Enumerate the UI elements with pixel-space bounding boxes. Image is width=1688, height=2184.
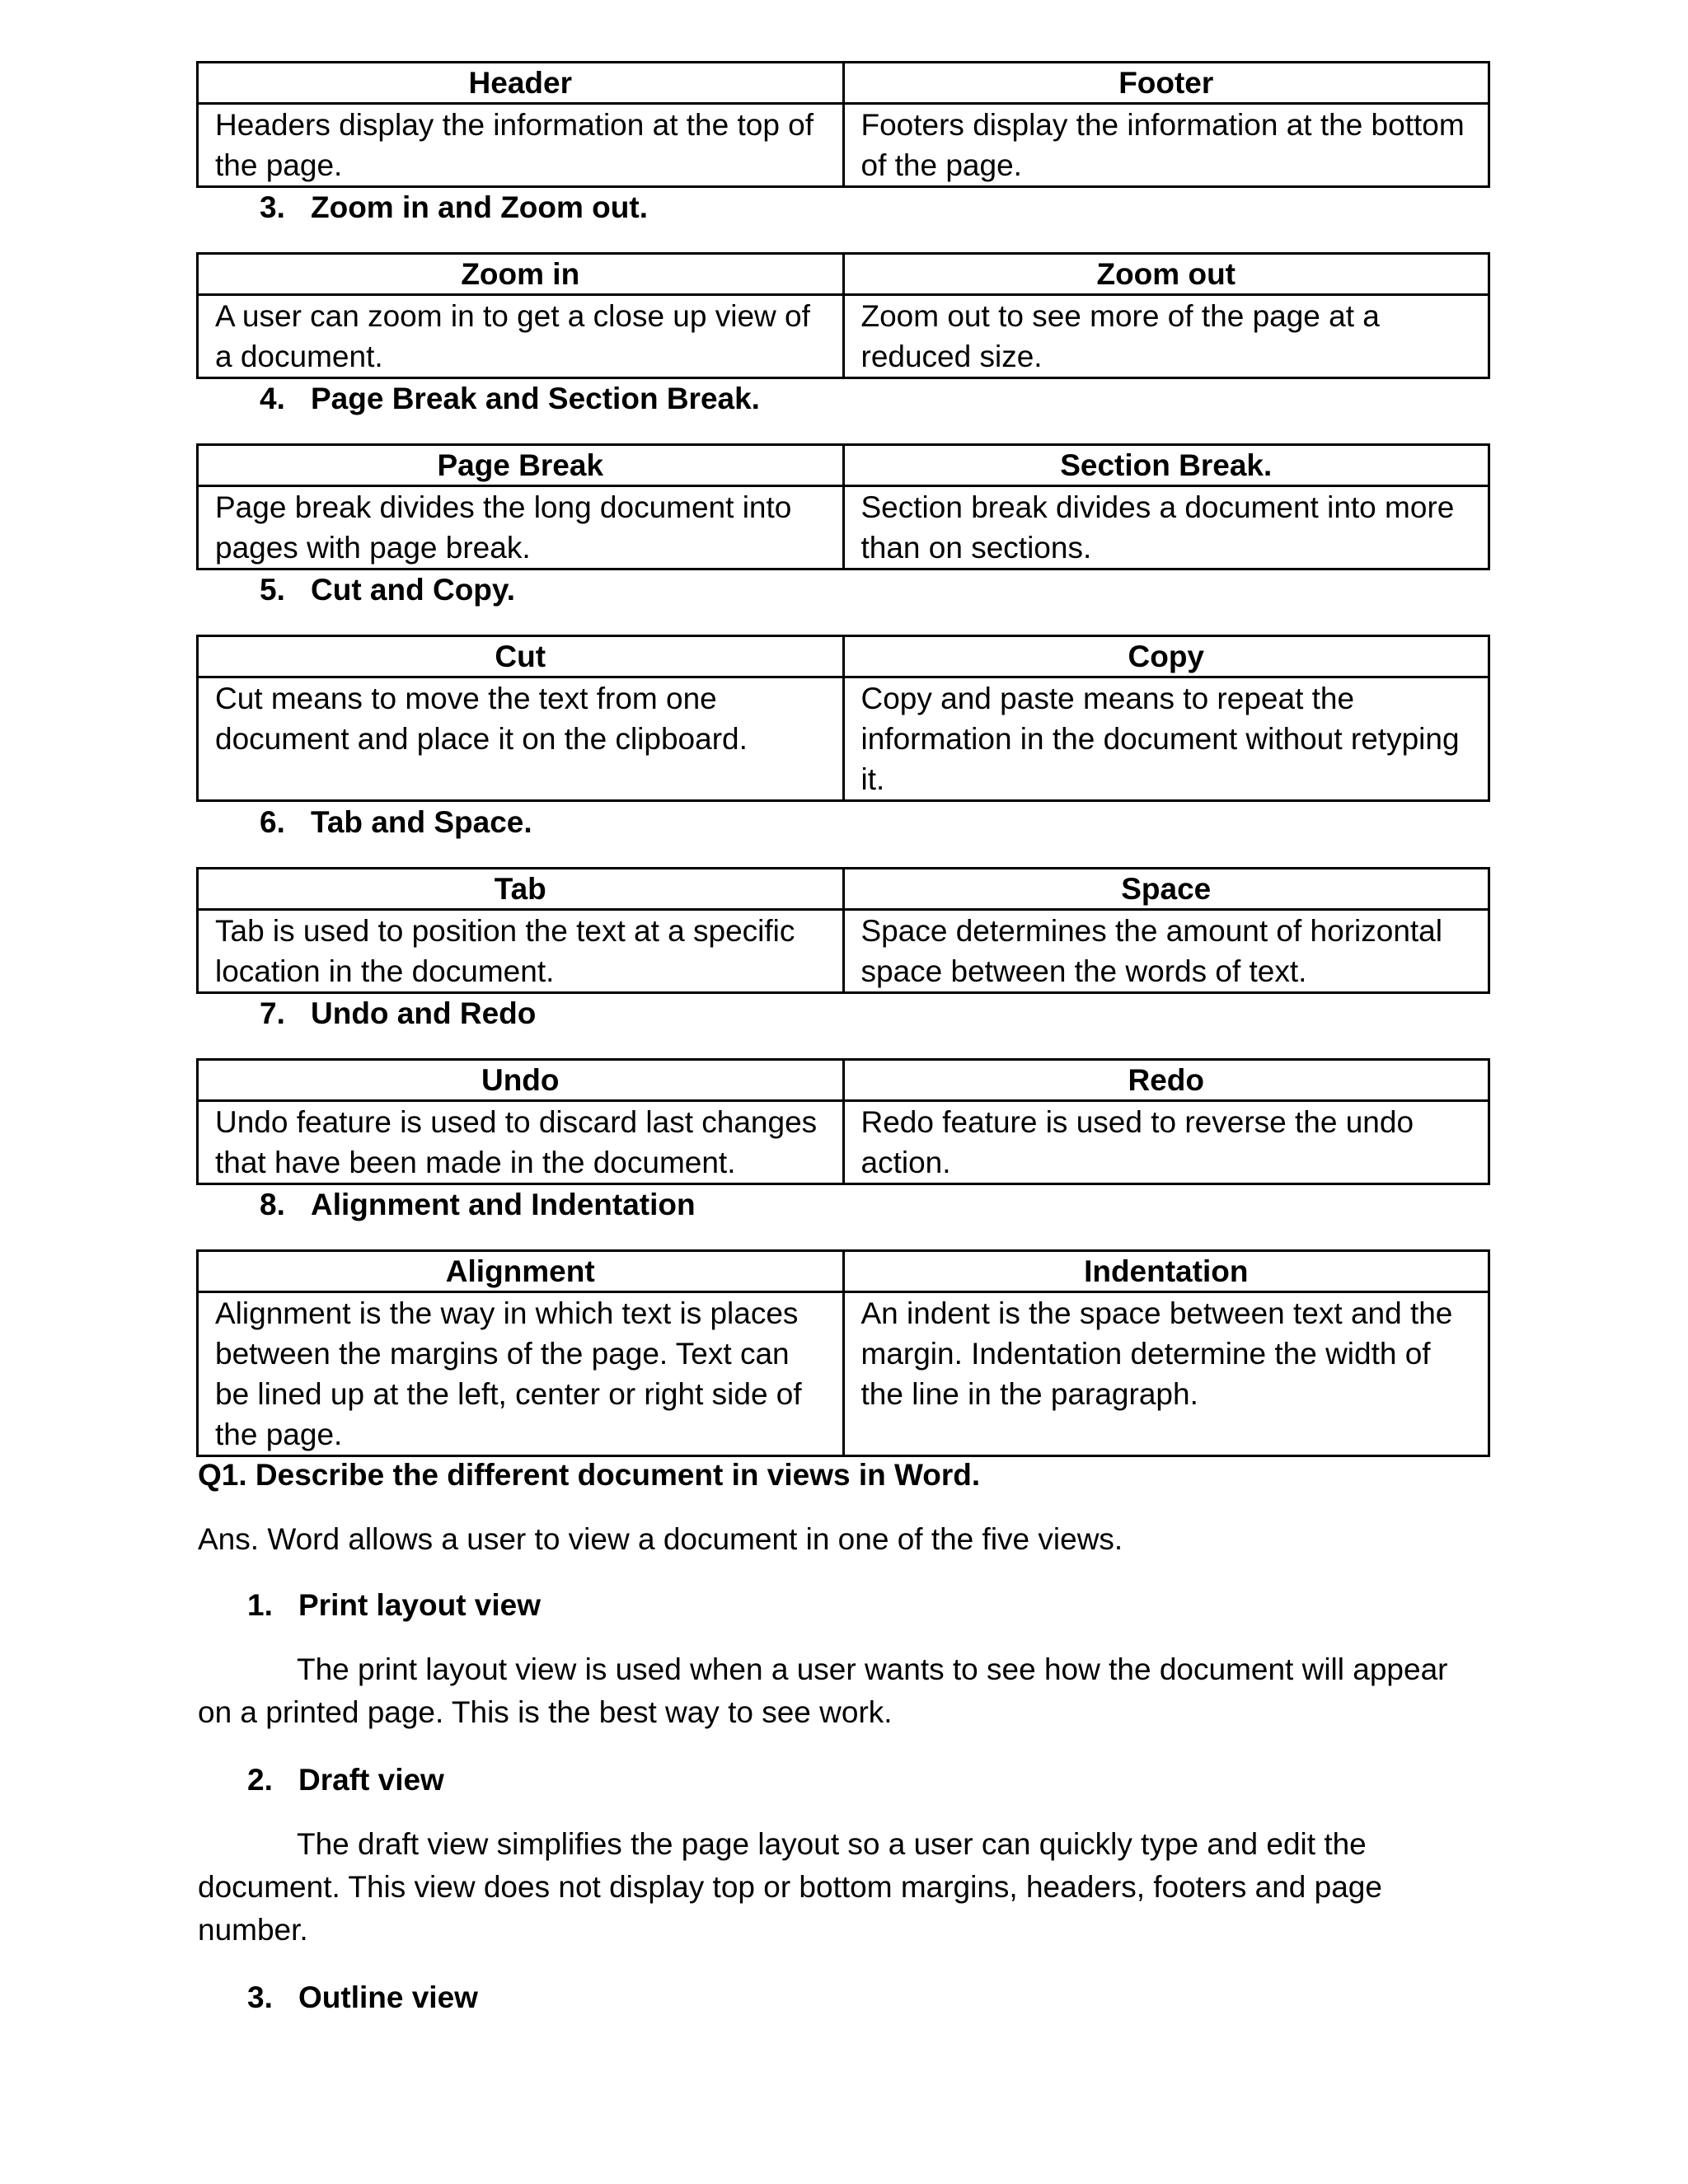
table-cell: Headers display the information at the top of the page. [198, 104, 844, 187]
subheading-zoom: 3. Zoom in and Zoom out. [260, 190, 648, 224]
question-heading: Q1. Describe the different document in views in Word. [198, 1458, 981, 1492]
break-table [196, 443, 1490, 570]
table-cell: Copy and paste means to repeat the information in the document without retyping it. [843, 677, 1489, 801]
table-cell: A user can zoom in to get a close up view of a document. [198, 295, 844, 378]
answer-intro: Ans. Word allows a user to view a document in one of the five views. [198, 1522, 1123, 1556]
table-header-cell: Section Break. [843, 445, 1489, 486]
alignment-table [196, 1249, 1490, 1457]
table-header-cell: Zoom in [198, 254, 844, 295]
table-header-cell: Alignment [198, 1251, 844, 1292]
table-header-cell: Redo [843, 1060, 1489, 1101]
subheading-cut-copy: 5. Cut and Copy. [260, 573, 516, 607]
view-item-outline: 3. Outline view [247, 1980, 478, 2014]
subheading-undo-redo: 7. Undo and Redo [260, 996, 537, 1030]
table-header-cell: Tab [198, 869, 844, 910]
table-header-cell: Footer [843, 63, 1489, 104]
undo-redo-table [196, 1058, 1490, 1185]
subheading-page-break: 4. Page Break and Section Break. [260, 382, 760, 415]
table-header-cell: Indentation [843, 1251, 1489, 1292]
table-header-cell: Zoom out [843, 254, 1489, 295]
table-header-cell: Space [843, 869, 1489, 910]
subheading-alignment: 8. Alignment and Indentation [260, 1188, 696, 1221]
view-item-print-layout: 1. Print layout view [247, 1588, 542, 1622]
table-header-cell: Header [198, 63, 844, 104]
table-header-cell: Page Break [198, 445, 844, 486]
table-header-cell: Undo [198, 1060, 844, 1101]
header-footer-table [196, 61, 1490, 188]
table-header-cell: Cut [198, 636, 844, 677]
table-cell: Page break divides the long document into pages with page break. [198, 486, 844, 569]
table-header-cell: Copy [843, 636, 1489, 677]
table-cell: Undo feature is used to discard last changes that have been made in the document. [198, 1101, 844, 1184]
view-description-draft: The draft view simplifies the page layout so a user can quickly type and edit the document. This view does not display top or bottom margins, headers, footers and page number. [198, 1827, 1382, 1947]
table-cell: Tab is used to position the text at a specific location in the document. [198, 910, 844, 993]
table-cell: Zoom out to see more of the page at a reduced size. [843, 295, 1489, 378]
subheading-tab-space: 6. Tab and Space. [260, 805, 532, 839]
table-cell: An indent is the space between text and the margin. Indentation determine the width of the line in the paragraph. [843, 1292, 1489, 1456]
table-cell: Cut means to move the text from one document and place it on the clipboard. [198, 677, 844, 801]
table-cell: Space determines the amount of horizontal space between the words of text. [843, 910, 1489, 993]
cut-copy-table [196, 635, 1490, 802]
table-cell: Alignment is the way in which text is places between the margins of the page. Text can be lined up at the left, center or right side of the page. [198, 1292, 844, 1456]
view-description-print-layout: The print layout view is used when a user wants to see how the document will appear on a printed page. This is the best way to see work. [198, 1652, 1448, 1729]
zoom-table [196, 252, 1490, 379]
view-item-draft: 2. Draft view [247, 1763, 444, 1797]
table-cell: Redo feature is used to reverse the undo action. [843, 1101, 1489, 1184]
table-cell: Footers display the information at the bottom of the page. [843, 104, 1489, 187]
table-cell: Section break divides a document into more than on sections. [843, 486, 1489, 569]
tab-space-table [196, 867, 1490, 994]
